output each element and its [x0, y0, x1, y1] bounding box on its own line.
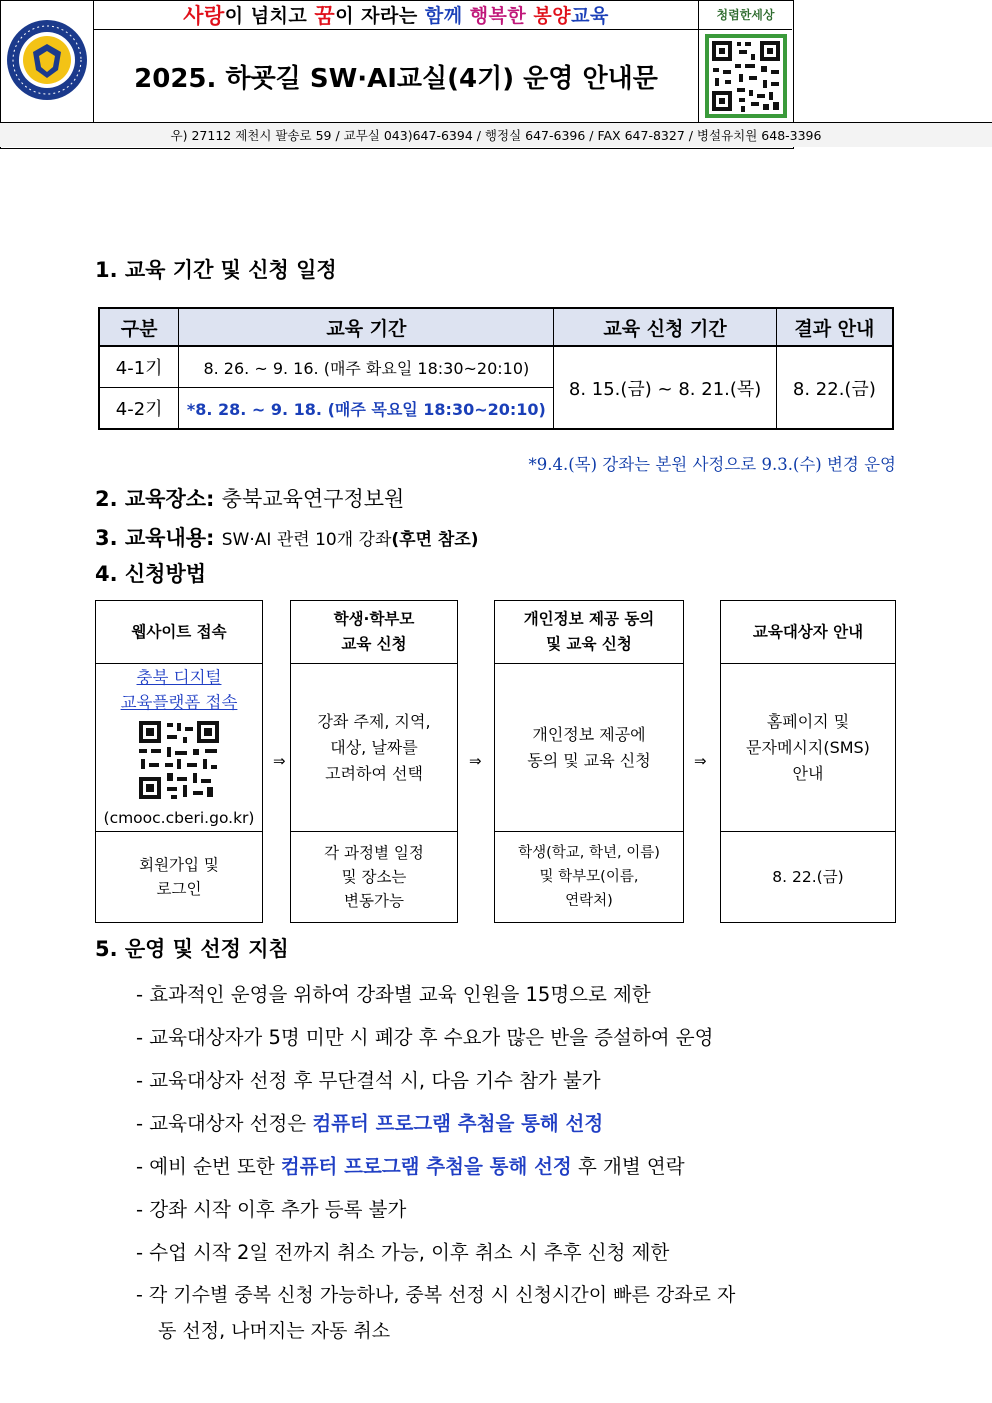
- dash: -: [136, 1284, 143, 1306]
- qr-code-icon: [705, 34, 787, 118]
- dash: -: [136, 1026, 144, 1049]
- list-item: [136, 1237, 669, 1265]
- step-bottom-line: 변동가능: [344, 892, 404, 910]
- section3: [95, 522, 479, 552]
- list-item: [136, 1065, 601, 1093]
- contact-address: 우) 27112 제천시 팔송로 59 / 교무실 043)647-6394 / 행정실 647-6396 / FAX 647-8327 / 병설유치원 648-3396: [0, 122, 992, 147]
- list-item-text: 강좌 시작 이후 추가 등록 불가: [149, 1198, 407, 1221]
- dash: -: [136, 983, 144, 1006]
- emphasis-text: 컴퓨터 프로그램 추첨을 통해 선정: [312, 1112, 604, 1135]
- step-head: [495, 601, 683, 664]
- list-item-text: 예비 순번 또한: [149, 1155, 275, 1178]
- list-item: [136, 1022, 713, 1050]
- step-mid: [495, 664, 683, 832]
- section3-label: 3. 교육내용:: [95, 526, 215, 550]
- step-bottom-line: 및 학부모(이름,: [539, 869, 639, 885]
- step-apply: [290, 600, 458, 923]
- section3-value: SW·AI 관련 10개 강좌: [221, 530, 392, 550]
- section3-ref: (후면 참조): [391, 530, 479, 550]
- list-item-text: 수업 시작 2일 전까지 취소 가능, 이후 취소 시 추후 신청 제한: [149, 1241, 670, 1264]
- step-head: [291, 601, 457, 664]
- step-bottom: [721, 832, 895, 922]
- list-item-continuation: 동 선정, 나머지는 자동 취소: [158, 1320, 391, 1342]
- result-date-cell: 8. 22.(금): [776, 346, 893, 429]
- list-item: [136, 1108, 603, 1136]
- step-mid-line: 강좌 주제, 지역,: [317, 711, 431, 731]
- step-bottom-line: 및 장소는: [341, 868, 407, 886]
- period-cell: *8. 28. ~ 9. 18. (매주 목요일 18:30~20:10): [179, 388, 554, 430]
- slogan-part: 교육: [571, 5, 609, 27]
- step-bottom-line: 학생(학교, 학년, 이름): [518, 845, 660, 861]
- step-bottom-line: 회원가입 및: [139, 856, 219, 874]
- section1-heading: 1. 교육 기간 및 신청 일정: [95, 258, 337, 282]
- header-box: [0, 0, 822, 149]
- table-header-row: [99, 308, 893, 346]
- school-emblem-icon: [0, 0, 94, 122]
- col-header-result: 결과 안내: [776, 308, 893, 346]
- step-bottom-line: 연락처): [565, 893, 613, 909]
- step-head-line: 개인정보 제공 동의: [523, 610, 655, 628]
- slogan-part: 함께: [424, 5, 470, 27]
- section4-heading: 4. 신청방법: [95, 562, 207, 586]
- schedule-note: *9.4.(목) 강좌는 본원 사정으로 9.3.(수) 변경 운영: [528, 455, 896, 474]
- list-item-text: 교육대상자 선정은: [149, 1112, 307, 1135]
- step-bottom-line: 각 과정별 일정: [324, 844, 424, 862]
- slogan-part: 꿈: [314, 3, 336, 28]
- slogan-part: 사랑: [183, 3, 225, 28]
- list-item: [136, 979, 651, 1007]
- step-head: 교육대상자 안내: [721, 601, 895, 664]
- slogan: [94, 0, 698, 30]
- list-item-text: 교육대상자가 5명 미만 시 폐강 후 수요가 많은 반을 증설하여 운영: [149, 1026, 714, 1049]
- arrow-icon: ⇒: [694, 752, 707, 770]
- step-mid-line: 동의 및 교육 신청: [527, 750, 651, 770]
- slogan-part: 봉양: [533, 5, 572, 27]
- step-mid-line: 홈페이지 및: [766, 711, 850, 731]
- step-consent: [494, 600, 684, 923]
- col-header-period: 교육 기간: [179, 308, 554, 346]
- section2-value: 충북교육연구정보원: [221, 487, 405, 511]
- step-mid-line: 고려하여 선택: [325, 763, 423, 783]
- platform-link[interactable]: 교육플랫폼 접속: [120, 692, 238, 712]
- dash: -: [136, 1198, 144, 1221]
- list-item-text: 후 개별 연락: [577, 1155, 685, 1178]
- section2-label: 2. 교육장소:: [95, 487, 215, 511]
- slogan-part: 이 자라는: [335, 5, 425, 27]
- step-head-line: 교육 신청: [341, 635, 407, 653]
- term-cell: 4-2기: [99, 388, 179, 430]
- list-item-text: 교육대상자 선정 후 무단결석 시, 다음 기수 참가 불가: [149, 1069, 601, 1092]
- list-item: [136, 1280, 735, 1307]
- schedule-table: [98, 307, 894, 430]
- step-bottom: [96, 832, 262, 922]
- step-mid-line: 대상, 날짜를: [330, 737, 418, 757]
- step-notice: [720, 600, 896, 923]
- platform-link[interactable]: 충북 디지털: [136, 667, 222, 687]
- dash: -: [136, 1155, 144, 1178]
- arrow-icon: ⇒: [469, 752, 482, 770]
- step-mid: [721, 664, 895, 832]
- list-item: [136, 1151, 685, 1179]
- list-item: [136, 1194, 406, 1222]
- step-mid-line: 개인정보 제공에: [532, 724, 646, 744]
- step-head: 웹사이트 접속: [96, 601, 262, 664]
- integrity-badge: 청렴한세상: [698, 0, 792, 30]
- section2: [95, 483, 404, 513]
- step-head-line: 학생·학부모: [333, 610, 415, 628]
- step-bottom: [291, 832, 457, 922]
- col-header-term: 구분: [99, 308, 179, 346]
- period-cell: 8. 26. ~ 9. 16. (매주 화요일 18:30~20:10): [179, 346, 554, 388]
- step-mid: [96, 664, 262, 832]
- step-website: [95, 600, 263, 923]
- step-mid-line: 문자메시지(SMS): [746, 737, 870, 757]
- step-head-line: 및 교육 신청: [546, 635, 632, 653]
- step-mid: [291, 664, 457, 832]
- qr-code-icon: [137, 719, 221, 801]
- dash: -: [136, 1112, 144, 1135]
- page-title: 2025. 하굣길 SW·AI교실(4기) 운영 안내문: [134, 63, 658, 94]
- slogan-part: 이 넘치고: [224, 5, 315, 27]
- dash: -: [136, 1241, 144, 1264]
- step-bottom: [495, 832, 683, 922]
- section5-heading: 5. 운영 및 선정 지침: [95, 937, 289, 961]
- term-cell: 4-1기: [99, 346, 179, 388]
- list-item-text: 각 기수별 중복 신청 가능하나, 중복 선정 시 신청시간이 빠른 강좌로 자: [148, 1284, 736, 1306]
- apply-period-cell: 8. 15.(금) ~ 8. 21.(목): [554, 346, 776, 429]
- school-logo-cell: [0, 0, 94, 122]
- emphasis-text: 컴퓨터 프로그램 추첨을 통해 선정: [280, 1155, 572, 1178]
- arrow-icon: ⇒: [273, 752, 286, 770]
- step-bottom-line: 8. 22.(금): [772, 868, 844, 886]
- list-item-text: 효과적인 운영을 위하여 강좌별 교육 인원을 15명으로 제한: [149, 983, 651, 1006]
- step-mid-line: 안내: [792, 763, 824, 783]
- step-bottom-line: 로그인: [156, 880, 202, 898]
- header-qr-cell: [698, 30, 792, 122]
- col-header-apply: 교육 신청 기간: [554, 308, 776, 346]
- table-row: [99, 346, 893, 388]
- dash: -: [136, 1069, 144, 1092]
- slogan-part: 행복한: [469, 5, 534, 27]
- platform-url: (cmooc.cberi.go.kr): [103, 808, 255, 827]
